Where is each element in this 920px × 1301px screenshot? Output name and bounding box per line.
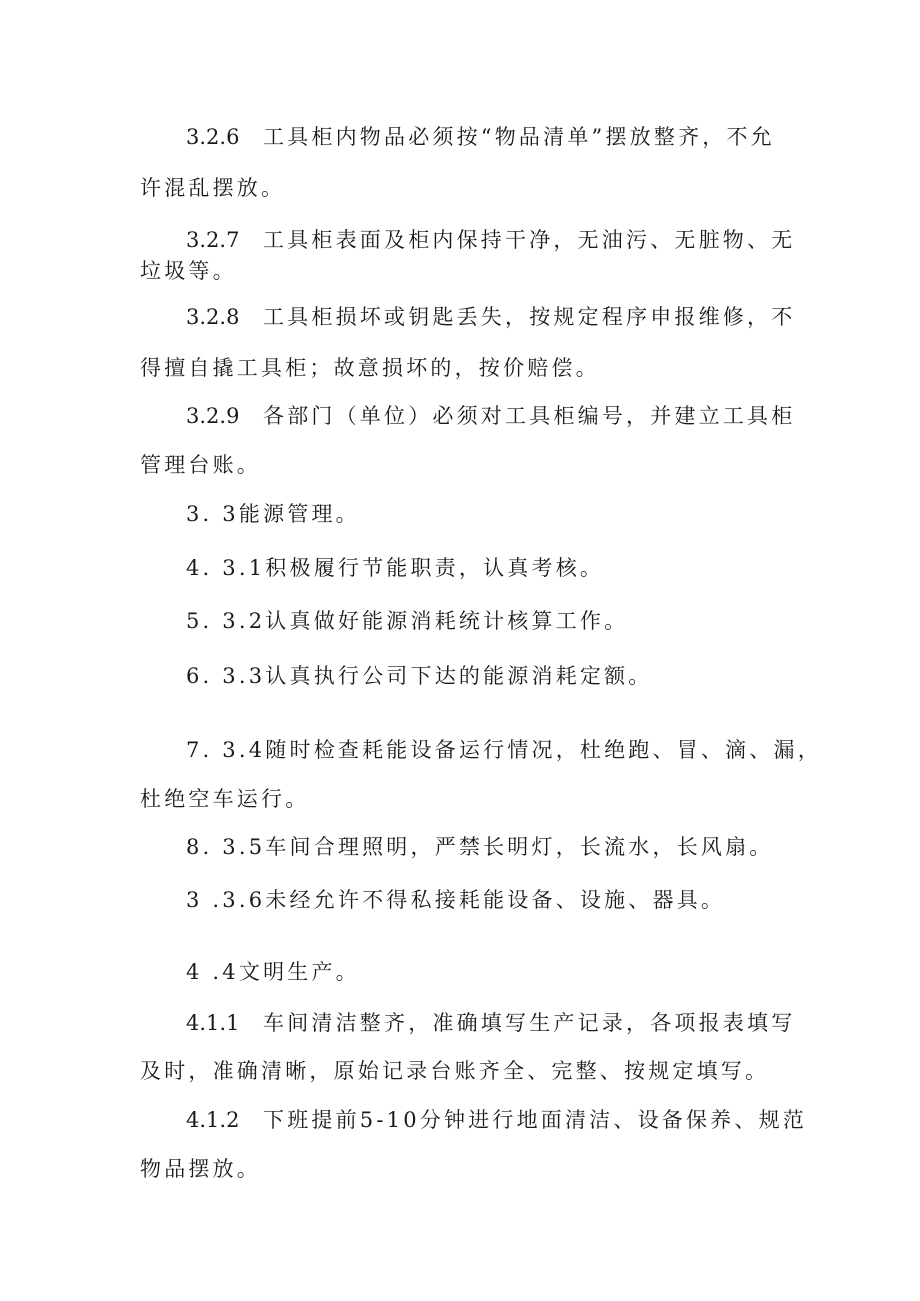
clause-number: 3.2.7: [186, 228, 240, 252]
paragraph-line: 垃圾等。: [140, 259, 237, 283]
paragraph-line: 下班提前5-10分钟进行地面清洁、设备保养、规范: [263, 1108, 807, 1132]
paragraph-line: 工具柜表面及柜内保持干净，无油污、无脏物、无: [263, 228, 796, 252]
paragraph-line: 6. 3.3认真执行公司下达的能源消耗定额。: [186, 664, 653, 688]
paragraph-line: 7. 3.4随时检查耗能设备运行情况，杜绝跑、冒、滴、漏，: [186, 738, 822, 762]
paragraph-line: 物品摆放。: [140, 1157, 261, 1181]
paragraph-line: 3 .3.6未经允许不得私接耗能设备、设施、器具。: [186, 888, 726, 912]
paragraph-line: 管理台账。: [140, 453, 261, 477]
clause-number: 3.2.6: [186, 125, 240, 149]
section-heading: 4 .4文明生产。: [186, 960, 360, 984]
paragraph-line: 4. 3.1积极履行节能职责，认真考核。: [186, 556, 605, 580]
paragraph-line: 许混乱摆放。: [140, 176, 286, 200]
paragraph-line: 杜绝空车运行。: [140, 787, 310, 811]
paragraph-line: 车间清洁整齐，准确填写生产记录，各项报表填写: [263, 1011, 796, 1035]
clause-number: 3.2.8: [186, 305, 240, 329]
section-heading: 3. 3能源管理。: [186, 502, 360, 526]
clause-number: 4.1.2: [186, 1108, 240, 1132]
paragraph-line: 各部门（单位）必须对工具柜编号，并建立工具柜: [263, 404, 796, 428]
clause-number: 4.1.1: [186, 1011, 240, 1035]
paragraph-line: 5. 3.2认真做好能源消耗统计核算工作。: [186, 609, 629, 633]
paragraph-line: 及时，准确清晰，原始记录台账齐全、完整、按规定填写。: [140, 1059, 770, 1083]
clause-number: 3.2.9: [186, 404, 240, 428]
paragraph-line: 8. 3.5车间合理照明，严禁长明灯，长流水，长风扇。: [186, 835, 774, 859]
paragraph-line: 得擅自撬工具柜；故意损坏的，按价赔偿。: [140, 356, 600, 380]
paragraph-line: 工具柜损坏或钥匙丢失，按规定程序申报维修，不: [263, 305, 796, 329]
paragraph-line: 工具柜内物品必须按“物品清单”摆放整齐，不允: [263, 125, 775, 149]
